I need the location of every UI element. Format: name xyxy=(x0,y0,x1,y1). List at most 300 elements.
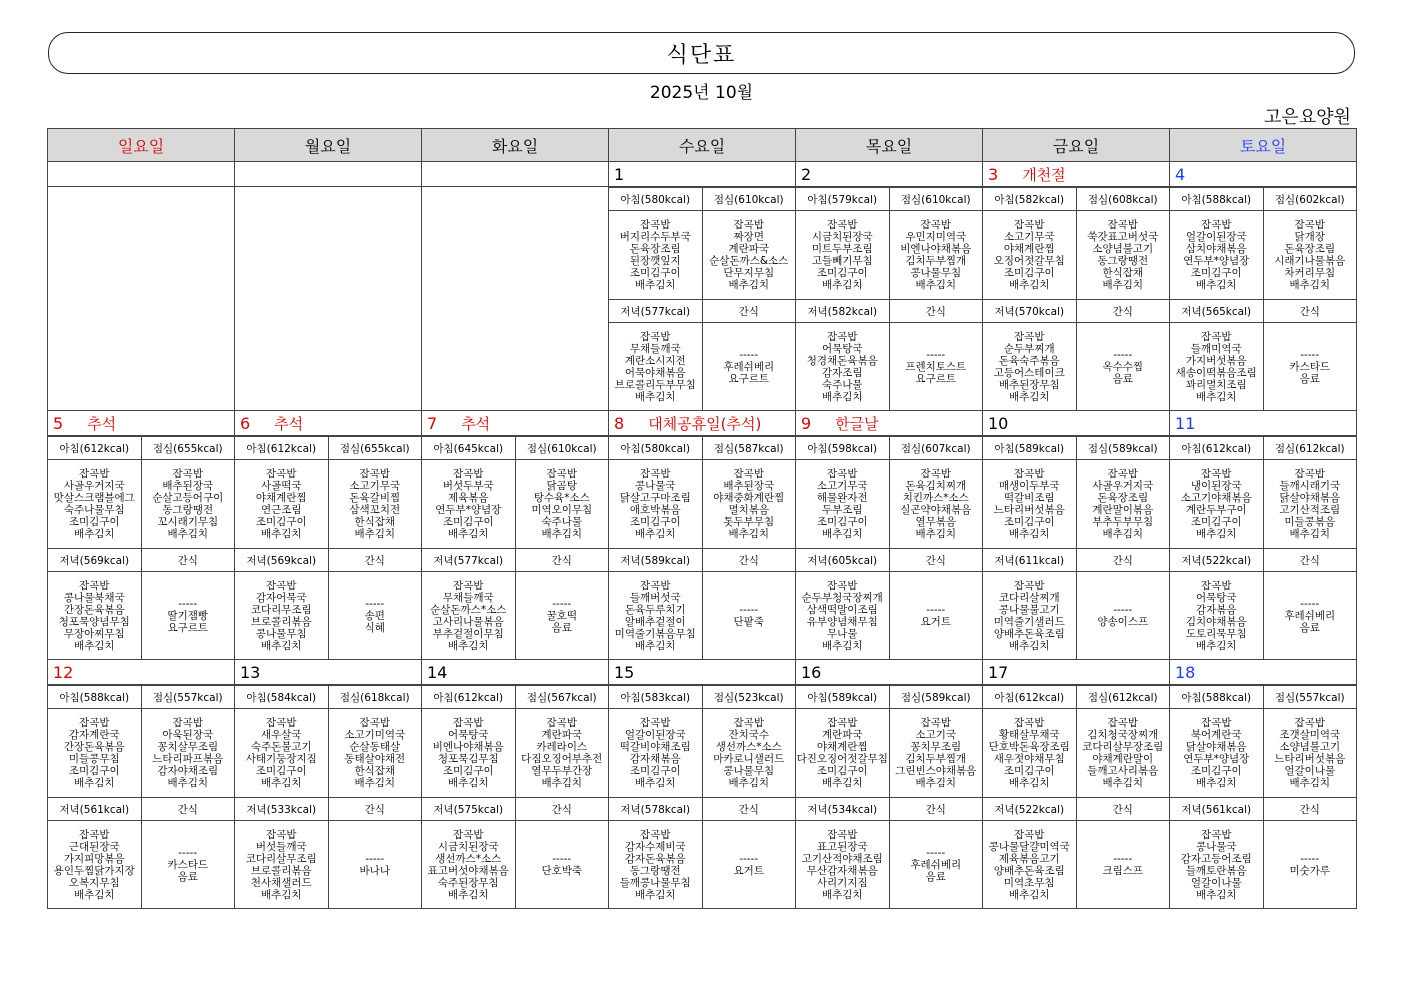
menu-line: 잡곡밥 xyxy=(920,468,951,481)
dinner-header: 저녁(522kcal) xyxy=(1170,549,1263,572)
menu-line: 조미김구이 xyxy=(629,267,681,280)
menu-line: 순살고등어구이 xyxy=(152,492,224,505)
menu-line: 연근조림 xyxy=(260,504,302,517)
menu-line: 배추김치 xyxy=(541,528,583,541)
meal-grid-body xyxy=(235,437,421,660)
snack-header: 간식 xyxy=(1263,300,1356,323)
menu-line: 잡곡밥 xyxy=(1201,219,1232,232)
meal-header-row-bottom xyxy=(235,549,421,572)
dinner-lines xyxy=(796,331,889,403)
dinner-menu xyxy=(609,323,702,410)
menu-line: 고사리나물볶음 xyxy=(432,615,504,628)
week-1-menu-row xyxy=(48,436,1357,660)
dinner-lines xyxy=(796,829,889,901)
menu-line: 잡곡밥 xyxy=(79,717,110,730)
day-2-2-date-cell xyxy=(422,660,609,685)
menu-line: 어묵탕국 xyxy=(821,342,863,355)
breakfast-header: 아침(612kcal) xyxy=(983,686,1076,709)
menu-line: 소고기무국 xyxy=(1003,231,1055,244)
snack-menu xyxy=(141,821,234,908)
meal-header-row-bottom xyxy=(983,300,1169,323)
menu-line: 표고버섯야채볶음 xyxy=(427,864,509,877)
menu-line: 잡곡밥 xyxy=(827,717,858,730)
day-number: 3 xyxy=(988,164,999,184)
menu-line: 우민지미역국 xyxy=(905,231,967,244)
menu-line: 잡곡밥 xyxy=(79,579,110,592)
menu-line: 배추김치 xyxy=(634,639,676,652)
lunch-header: 점심(612kcal) xyxy=(1263,437,1356,460)
menu-line: 잡곡밥 xyxy=(1201,330,1232,343)
dinner-lines xyxy=(235,580,328,652)
meal-row-bottom xyxy=(48,572,234,659)
menu-line: 감자야채조림 xyxy=(157,765,219,778)
menu-line: 배추김치 xyxy=(167,528,209,541)
menu-line: 사골떡국 xyxy=(260,480,302,493)
menu-line: 배추된장국 xyxy=(162,480,214,493)
dinner-header: 저녁(565kcal) xyxy=(1170,300,1263,323)
menu-line: 잡곡밥 xyxy=(172,717,203,730)
menu-line: 숙주돈불고기 xyxy=(250,741,312,754)
breakfast-header: 아침(612kcal) xyxy=(1170,437,1263,460)
meal-row-bottom xyxy=(983,323,1169,410)
breakfast-menu xyxy=(609,709,702,798)
meal-row-bottom xyxy=(796,572,982,659)
menu-line: 닭곰탕 xyxy=(546,480,577,493)
breakfast-menu xyxy=(235,460,328,549)
menu-line: 딸기잼빵 xyxy=(167,609,209,622)
calendar-grid xyxy=(47,128,1357,909)
menu-line: 배추김치 xyxy=(447,888,489,901)
day-2-5-menu-cell xyxy=(983,685,1170,909)
dinner-header: 저녁(561kcal) xyxy=(48,798,141,821)
day-number-row xyxy=(609,660,795,684)
snack-header: 간식 xyxy=(1263,549,1356,572)
menu-line: 미숫가루 xyxy=(1289,864,1331,877)
day-number-row xyxy=(422,411,608,435)
menu-line: 조미김구이 xyxy=(816,516,868,529)
meal-header-row-bottom xyxy=(422,549,608,572)
lunch-lines xyxy=(890,717,983,789)
menu-line: 배추김치 xyxy=(915,528,957,541)
menu-line: 배추김치 xyxy=(821,390,863,403)
menu-line: 배추김치 xyxy=(634,777,676,790)
breakfast-lines xyxy=(422,717,515,789)
snack-lines xyxy=(516,853,609,877)
menu-line: 잡곡밥 xyxy=(546,468,577,481)
menu-line: 들깨시래기국 xyxy=(1279,480,1341,493)
menu-line: ----- xyxy=(1300,852,1320,865)
menu-line: ----- xyxy=(926,846,946,859)
menu-line: 후레쉬베리 xyxy=(910,858,962,871)
menu-line: 배추김치 xyxy=(1195,639,1237,652)
breakfast-menu xyxy=(983,460,1076,549)
meal-row-bottom xyxy=(609,821,795,908)
menu-line: ----- xyxy=(926,348,946,361)
meal-grid-body xyxy=(796,188,982,411)
menu-line: 미역초무침 xyxy=(1003,876,1055,889)
menu-line: 잡곡밥 xyxy=(359,468,390,481)
weekday-4: 목요일 xyxy=(796,129,983,162)
menu-line: 배추김치 xyxy=(1008,888,1050,901)
dinner-menu xyxy=(796,572,889,659)
menu-line: 들깨콩나물무침 xyxy=(619,876,691,889)
dinner-lines xyxy=(609,580,702,652)
menu-line: 바나나 xyxy=(359,864,390,877)
menu-line: 조미김구이 xyxy=(1003,765,1055,778)
menu-line: 음료 xyxy=(1112,372,1133,385)
menu-line: 조미김구이 xyxy=(255,765,307,778)
menu-line: 생선까스*소스 xyxy=(715,741,782,754)
breakfast-lines xyxy=(235,717,328,789)
menu-line: 숙주나물 xyxy=(821,378,863,391)
meal-header-row-bottom xyxy=(609,798,795,821)
dinner-menu xyxy=(1170,821,1263,908)
day-number: 6 xyxy=(240,413,251,433)
day-number-row xyxy=(609,411,795,435)
menu-line: 배추김치 xyxy=(1195,777,1237,790)
menu-line: 가지버섯볶음 xyxy=(1185,354,1247,367)
menu-line: 조미김구이 xyxy=(1190,765,1242,778)
meal-row-top xyxy=(1170,709,1356,798)
day-number-row xyxy=(1170,411,1356,435)
menu-line: 잡곡밥 xyxy=(266,468,297,481)
menu-line: 떡갈비조림 xyxy=(1003,492,1055,505)
meal-grid xyxy=(235,685,421,908)
breakfast-lines xyxy=(983,219,1076,291)
menu-line: 얼갈이된장국 xyxy=(624,729,686,742)
menu-line: 브로콜리두부무침 xyxy=(614,378,696,391)
menu-line: 잡곡밥 xyxy=(640,579,671,592)
snack-menu xyxy=(889,572,982,659)
dinner-header: 저녁(578kcal) xyxy=(609,798,702,821)
breakfast-header: 아침(580kcal) xyxy=(609,437,702,460)
menu-line: 배추김치 xyxy=(728,777,770,790)
menu-line: 배추김치 xyxy=(821,528,863,541)
holiday-label: 대체공휴일(추석) xyxy=(648,414,762,433)
snack-menu xyxy=(1263,821,1356,908)
lunch-lines xyxy=(142,717,235,789)
menu-line: 감자계란국 xyxy=(68,729,120,742)
menu-line: 도토리묵무침 xyxy=(1185,627,1247,640)
meal-header-row-top xyxy=(609,188,795,211)
day-2-6-menu-cell xyxy=(1170,685,1357,909)
lunch-header: 점심(557kcal) xyxy=(1263,686,1356,709)
meal-row-bottom xyxy=(422,572,608,659)
snack-lines xyxy=(1264,598,1357,634)
dinner-lines xyxy=(1170,580,1263,652)
menu-line: 숙주된장무침 xyxy=(437,876,499,889)
menu-line: 배추김치 xyxy=(1008,639,1050,652)
day-1-0-menu-cell xyxy=(48,436,235,660)
dinner-lines xyxy=(983,829,1076,901)
breakfast-lines xyxy=(235,468,328,540)
menu-line: 치킨까스*소스 xyxy=(902,492,969,505)
menu-line: 표고된장국 xyxy=(816,840,868,853)
menu-line: 배추김치 xyxy=(1195,888,1237,901)
menu-line: 차커리무침 xyxy=(1284,267,1336,280)
menu-line: 순살동태살 xyxy=(349,741,401,754)
breakfast-header: 아침(579kcal) xyxy=(796,188,889,211)
menu-line: 꽁치살무조림 xyxy=(157,741,219,754)
meal-grid xyxy=(235,436,421,659)
snack-lines xyxy=(1264,349,1357,385)
meal-row-top xyxy=(983,211,1169,300)
menu-line: 배추김치 xyxy=(915,777,957,790)
day-1-6-menu-cell xyxy=(1170,436,1357,660)
menu-line: 닭개장 xyxy=(1294,231,1325,244)
menu-line: 잡곡밥 xyxy=(920,219,951,232)
menu-line: 두부조림 xyxy=(821,504,863,517)
lunch-header: 점심(608kcal) xyxy=(1076,188,1169,211)
breakfast-lines xyxy=(1170,717,1263,789)
menu-line: 들깨고사리볶음 xyxy=(1087,765,1159,778)
day-0-6-menu-cell xyxy=(1170,187,1357,411)
day-2-4-date-cell xyxy=(796,660,983,685)
breakfast-menu xyxy=(48,460,141,549)
menu-line: 제육볶음고기 xyxy=(998,852,1060,865)
weekday-1: 월요일 xyxy=(235,129,422,162)
menu-line: 시금치된장국 xyxy=(811,231,873,244)
menu-line: 잡곡밥 xyxy=(1014,717,1045,730)
menu-line: 느타리버섯볶음 xyxy=(1274,753,1346,766)
snack-header: 간식 xyxy=(1263,798,1356,821)
menu-line: 감자돈육볶음 xyxy=(624,852,686,865)
snack-menu xyxy=(1263,323,1356,410)
lunch-header: 점심(523kcal) xyxy=(702,686,795,709)
facility-name: 고은요양원 xyxy=(1264,107,1351,128)
lunch-lines xyxy=(1264,468,1357,540)
day-2-3-menu-cell xyxy=(609,685,796,909)
menu-line: 배추김치 xyxy=(1289,777,1331,790)
menu-line: 미역줄기볶음무침 xyxy=(614,627,696,640)
meal-grid-body xyxy=(422,437,608,660)
snack-menu xyxy=(889,323,982,410)
menu-line: 잡곡밥 xyxy=(1107,717,1138,730)
menu-line: 느타리버섯볶음 xyxy=(993,504,1065,517)
menu-line: 들깨미역국 xyxy=(1190,342,1242,355)
menu-line: 후레쉬베리 xyxy=(1284,609,1336,622)
lunch-menu xyxy=(702,709,795,798)
dinner-header: 저녁(569kcal) xyxy=(235,549,328,572)
breakfast-menu xyxy=(48,709,141,798)
menu-line: 애호박볶음 xyxy=(629,504,681,517)
breakfast-menu xyxy=(983,211,1076,300)
menu-line: 배추김치 xyxy=(728,279,770,292)
day-number-row xyxy=(422,660,608,684)
breakfast-lines xyxy=(422,468,515,540)
holiday-label: 개천절 xyxy=(1022,165,1066,184)
meal-header-row-bottom xyxy=(422,798,608,821)
meal-grid-body xyxy=(422,686,608,909)
day-number: 5 xyxy=(53,413,64,433)
menu-line: 맛살스크램블에그 xyxy=(53,492,135,505)
menu-line: 배추김치 xyxy=(634,390,676,403)
menu-line: 미트두부조림 xyxy=(811,243,873,256)
meal-grid xyxy=(609,436,795,659)
menu-line: 잡곡밥 xyxy=(453,828,484,841)
menu-line: 감자어묵국 xyxy=(255,591,307,604)
menu-line: 어묵탕국 xyxy=(447,729,489,742)
menu-line: 잡곡밥 xyxy=(1014,579,1045,592)
menu-line: 단팥죽 xyxy=(733,615,764,628)
menu-line: 음료 xyxy=(1299,372,1320,385)
menu-line: 잡곡밥 xyxy=(640,717,671,730)
menu-line: 버섯들깨국 xyxy=(255,840,307,853)
day-0-3-menu-cell xyxy=(609,187,796,411)
snack-menu xyxy=(1076,821,1169,908)
snack-lines xyxy=(142,847,235,883)
menu-line: 조미김구이 xyxy=(255,516,307,529)
breakfast-menu xyxy=(1170,460,1263,549)
menu-line: 알배추겉절이 xyxy=(624,615,686,628)
meal-grid-body xyxy=(983,686,1169,909)
breakfast-menu xyxy=(983,709,1076,798)
menu-line: 배추김치 xyxy=(1102,777,1144,790)
lunch-header: 점심(612kcal) xyxy=(1076,686,1169,709)
day-0-1-date-cell xyxy=(235,162,422,187)
meal-grid-body xyxy=(48,437,234,660)
meal-grid xyxy=(1170,436,1356,659)
menu-line: 어묵야채볶음 xyxy=(624,366,686,379)
lunch-header: 점심(589kcal) xyxy=(1076,437,1169,460)
menu-line: 배추김치 xyxy=(1102,528,1144,541)
snack-header: 간식 xyxy=(328,549,421,572)
dinner-header: 저녁(534kcal) xyxy=(796,798,889,821)
day-number: 7 xyxy=(427,413,438,433)
menu-line: 무산감자채볶음 xyxy=(806,864,878,877)
meal-header-row-top xyxy=(48,437,234,460)
breakfast-menu xyxy=(1170,709,1263,798)
menu-line: 조미김구이 xyxy=(68,765,120,778)
menu-line: ----- xyxy=(365,597,385,610)
menu-line: 배추김치 xyxy=(821,777,863,790)
menu-line: 배추김치 xyxy=(1289,279,1331,292)
menu-line: 삼색떡말이조림 xyxy=(806,603,878,616)
menu-line: 조미김구이 xyxy=(68,516,120,529)
menu-line: 잔치국수 xyxy=(728,729,770,742)
snack-menu xyxy=(515,572,608,659)
snack-menu xyxy=(515,821,608,908)
lunch-header: 점심(655kcal) xyxy=(141,437,234,460)
menu-line: 미들콩볶음 xyxy=(1284,516,1336,529)
menu-line: 사태기둥장지짐 xyxy=(245,753,317,766)
menu-line: 열무볶음 xyxy=(915,516,957,529)
lunch-header: 점심(618kcal) xyxy=(328,686,421,709)
menu-line: 꽁치무조림 xyxy=(910,741,962,754)
meal-header-row-bottom xyxy=(796,798,982,821)
menu-line: 계란파국 xyxy=(541,729,583,742)
meal-header-row-top xyxy=(796,437,982,460)
menu-line: 숙주나물무침 xyxy=(63,504,125,517)
meal-header-row-bottom xyxy=(48,798,234,821)
day-1-2-menu-cell xyxy=(422,436,609,660)
menu-line: 잡곡밥 xyxy=(1014,219,1045,232)
meal-row-bottom xyxy=(422,821,608,908)
meal-row-top xyxy=(235,709,421,798)
dinner-header: 저녁(582kcal) xyxy=(796,300,889,323)
menu-line: 프렌치토스트 xyxy=(905,360,967,373)
menu-line: 새송이떡볶음조림 xyxy=(1175,366,1257,379)
day-number: 13 xyxy=(240,662,261,682)
snack-header: 간식 xyxy=(328,798,421,821)
menu-line: 감자조림 xyxy=(821,366,863,379)
menu-line: 요구르트 xyxy=(915,372,957,385)
day-2-0-date-cell xyxy=(48,660,235,685)
menu-line: 꽈리멸치조림 xyxy=(1185,378,1247,391)
menu-line: 조미김구이 xyxy=(629,765,681,778)
menu-line: 사골우거지국 xyxy=(1092,480,1154,493)
menu-line: 돈육김치찌개 xyxy=(905,480,967,493)
menu-line: 배추김치 xyxy=(260,639,302,652)
menu-line: 근대된장국 xyxy=(68,840,120,853)
meal-row-bottom xyxy=(1170,323,1356,410)
menu-line: 콩나물무침 xyxy=(255,627,307,640)
meal-row-bottom xyxy=(235,821,421,908)
snack-lines xyxy=(703,604,796,628)
lunch-header: 점심(587kcal) xyxy=(702,437,795,460)
day-number-row xyxy=(796,411,982,435)
menu-line: 잡곡밥 xyxy=(733,468,764,481)
dinner-menu xyxy=(609,821,702,908)
day-1-6-date-cell xyxy=(1170,411,1357,436)
menu-line: 카스타드 xyxy=(1289,360,1331,373)
menu-line: 꿀호떡 xyxy=(546,609,577,622)
menu-line: 요거트 xyxy=(920,615,951,628)
day-1-5-date-cell xyxy=(983,411,1170,436)
menu-line: 야채계란찜 xyxy=(1003,243,1055,256)
empty-day xyxy=(48,187,234,410)
lunch-menu xyxy=(889,709,982,798)
weekday-header-row xyxy=(48,129,1357,162)
menu-line: 청경채돈육볶음 xyxy=(806,354,878,367)
menu-line: 배추김치 xyxy=(1195,528,1237,541)
dinner-header: 저녁(577kcal) xyxy=(609,300,702,323)
breakfast-header: 아침(588kcal) xyxy=(48,686,141,709)
menu-line: 간장돈육볶음 xyxy=(63,741,125,754)
menu-line: 아욱된장국 xyxy=(162,729,214,742)
menu-line: 양배추돈육조림 xyxy=(993,864,1065,877)
dinner-lines xyxy=(609,829,702,901)
meal-grid xyxy=(796,685,982,908)
day-number-row xyxy=(1170,660,1356,684)
menu-line: ----- xyxy=(178,846,198,859)
snack-lines xyxy=(890,349,983,385)
day-number-row xyxy=(235,411,421,435)
snack-menu xyxy=(702,572,795,659)
weekday-0: 일요일 xyxy=(48,129,235,162)
day-1-4-menu-cell xyxy=(796,436,983,660)
menu-line: 잡곡밥 xyxy=(172,468,203,481)
meal-header-row-bottom xyxy=(1170,798,1356,821)
meal-header-row-top xyxy=(796,686,982,709)
dinner-menu xyxy=(422,821,515,908)
menu-line: 배추김치 xyxy=(354,528,396,541)
menu-line: 요구르트 xyxy=(728,372,770,385)
day-2-6-date-cell xyxy=(1170,660,1357,685)
menu-line: 미역오이무침 xyxy=(531,504,593,517)
dinner-lines xyxy=(422,829,515,901)
menu-line: ----- xyxy=(1300,597,1320,610)
menu-line: 잡곡밥 xyxy=(640,330,671,343)
menu-line: 감자수제비국 xyxy=(624,840,686,853)
dinner-menu xyxy=(1170,323,1263,410)
menu-line: ----- xyxy=(1113,852,1133,865)
menu-line: 소고기국 xyxy=(915,729,957,742)
snack-menu xyxy=(328,821,421,908)
menu-line: 순두부찌개 xyxy=(1003,342,1055,355)
snack-lines xyxy=(890,847,983,883)
menu-line: 된장깻잎지 xyxy=(629,255,681,268)
